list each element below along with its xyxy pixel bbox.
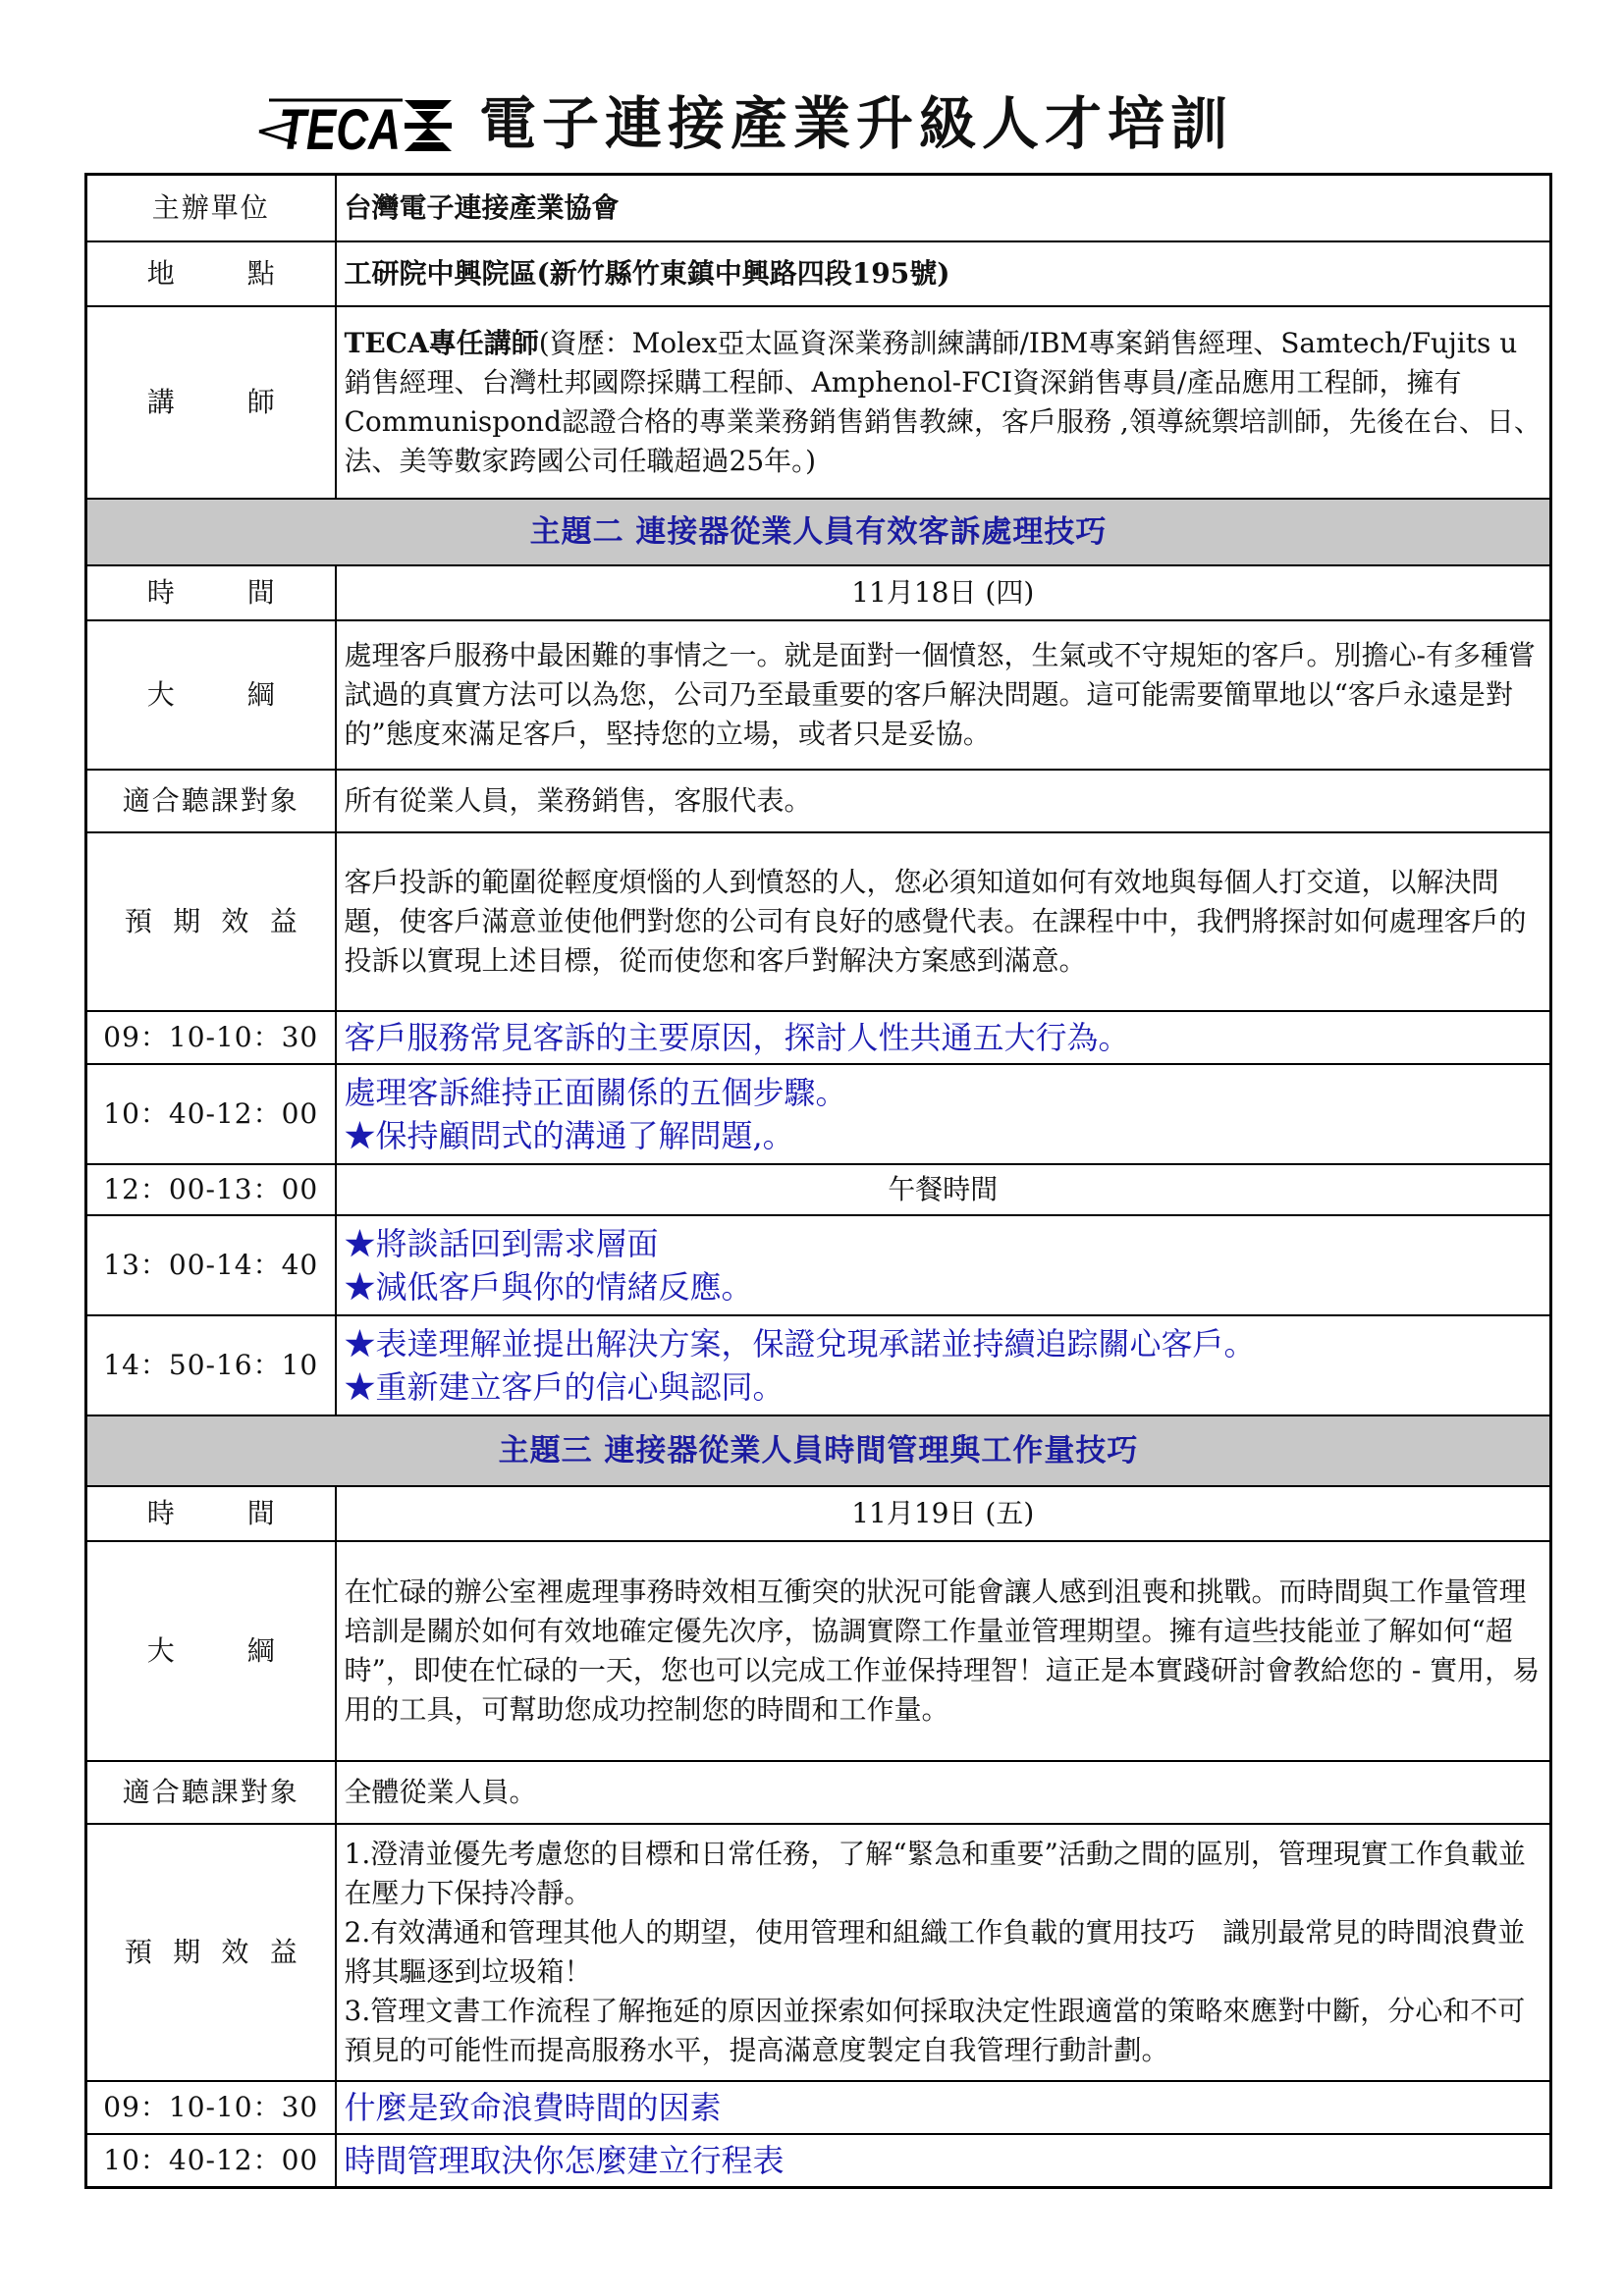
schedule-item: ★保持顧問式的溝通了解問題,。 [344, 1116, 794, 1154]
theme3-heading: 主題三 連接器從業人員時間管理與工作量技巧 [86, 1415, 1551, 1486]
theme2-audience-label: 適合聽課對象 [86, 770, 336, 832]
schedule-item: 客戶服務常見客訴的主要原因，探討人性共通五大行為。 [344, 1018, 1130, 1056]
schedule-item: ★將談話回到需求層面 [344, 1224, 659, 1262]
instructor-value [336, 306, 1551, 499]
instructor-desc: (資歷：Molex亞太區資深業務訓練講師/IBM專案銷售經理、Samtech/Fujits u銷售經理、台灣杜邦國際採購工程師、Amphenol-FCI資深銷售專員/產品應用工程師，擁有Communispond認證合格的專業業務銷售銷售教練，客戶服務 ,領導統禦培訓師，先後在台、日、法、美等數家跨國公司任職超過25年。) [344, 326, 1542, 477]
theme2-benefit: 客戶投訴的範圍從輕度煩惱的人到憤怒的人，您必須知道如何有效地與每個人打交道，以解決問題，使客戶滿意並使他們對您的公司有良好的感覺代表。在課程中中，我們將探討如何處理客戶的投訴以實現上述目標，從而使您和客戶對解決方案感到滿意。 [336, 832, 1551, 1011]
schedule-item: ★重新建立客戶的信心與認同。 [344, 1367, 785, 1406]
schedule-row [86, 1011, 1551, 1064]
schedule-time: 10：40-12：00 [86, 1064, 336, 1164]
theme2-audience-row [86, 770, 1551, 832]
schedule-item: 處理客訴維持正面關係的五個步驟。 [344, 1073, 847, 1111]
logo-text: TECA [279, 98, 401, 157]
theme3-date-row [86, 1486, 1551, 1541]
theme2-audience: 所有從業人員，業務銷售，客服代表。 [336, 770, 1551, 832]
schedule-item: ★減低客戶與你的情緒反應。 [344, 1267, 753, 1306]
organizer-label: 主辦單位 [86, 175, 336, 241]
theme2-time-label: 時 間 [86, 565, 336, 620]
theme3-audience-label: 適合聽課對象 [86, 1761, 336, 1824]
theme2-date: 11月18日 (四) [336, 565, 1551, 620]
location-row [86, 241, 1551, 306]
benefit-item: 2.有效溝通和管理其他人的期望，使用管理和組織工作負載的實用技巧 識別最常見的時間浪費並將其驅逐到垃圾箱！ [344, 1915, 1526, 1988]
schedule-time: 13：00-14：40 [86, 1215, 336, 1315]
instructor-title: TECA專任講師 [344, 326, 539, 359]
theme3-audience-row [86, 1761, 1551, 1824]
theme3-benefit-row [86, 1824, 1551, 2081]
organizer-value: 台灣電子連接產業協會 [336, 175, 1551, 241]
schedule-row [86, 2134, 1551, 2188]
location-label: 地 點 [86, 241, 336, 306]
benefit-item: 3.管理文書工作流程了解拖延的原因並探索如何採取決定性跟適當的策略來應對中斷，分心和不可預見的可能性而提高服務水平，提高滿意度製定自我管理行動計劃。 [344, 1994, 1526, 2066]
lunch-row [86, 1164, 1551, 1215]
theme2-outline-row [86, 620, 1551, 770]
schedule-row [86, 1215, 1551, 1315]
theme2-benefit-row [86, 832, 1551, 1011]
schedule-time: 12：00-13：00 [86, 1164, 336, 1215]
theme2-outline-label: 大 綱 [86, 620, 336, 770]
theme3-outline: 在忙碌的辦公室裡處理事務時效相互衝突的狀況可能會讓人感到沮喪和挑戰。而時間與工作量管理培訓是關於如何有效地確定優先次序，協調實際工作量並管理期望。擁有這些技能並了解如何“超時”，即使在忙碌的一天，您也可以完成工作並保持理智！這正是本實踐研討會教給您的 - 實用，易用的工具，可幫助您成功控制您的時間和工作量。 [336, 1541, 1551, 1761]
schedule-item: 時間管理取決你怎麼建立行程表 [344, 2141, 785, 2179]
theme2-heading-row [86, 499, 1551, 565]
schedule-time: 09：10-10：30 [86, 2081, 336, 2134]
page-header [0, 84, 1624, 163]
teca-logo [257, 92, 454, 157]
schedule-time: 09：10-10：30 [86, 1011, 336, 1064]
schedule-row [86, 1315, 1551, 1415]
theme3-audience: 全體從業人員。 [336, 1761, 1551, 1824]
theme3-time-label: 時 間 [86, 1486, 336, 1541]
theme2-date-row [86, 565, 1551, 620]
schedule-row [86, 2081, 1551, 2134]
theme3-date: 11月19日 (五) [336, 1486, 1551, 1541]
location-value: 工研院中興院區(新竹縣竹東鎮中興路四段195號) [336, 241, 1551, 306]
theme2-outline: 處理客戶服務中最困難的事情之一。就是面對一個憤怒，生氣或不守規矩的客戶。別擔心-有多種嘗試過的真實方法可以為您，公司乃至最重要的客戶解決問題。這可能需要簡單地以“客戶永遠是對的”態度來滿足客戶，堅持您的立場，或者只是妥協。 [336, 620, 1551, 770]
benefit-item: 1.澄清並優先考慮您的目標和日常任務，了解“緊急和重要”活動之間的區別，管理現實工作負載並在壓力下保持冷靜。 [344, 1837, 1526, 1909]
schedule-row [86, 1064, 1551, 1164]
theme3-heading-row [86, 1415, 1551, 1486]
organizer-row [86, 175, 1551, 241]
schedule-time: 10：40-12：00 [86, 2134, 336, 2188]
theme3-benefit [336, 1824, 1551, 2081]
theme2-benefit-label: 預 期 效 益 [86, 832, 336, 1011]
lunch-label: 午餐時間 [336, 1164, 1551, 1215]
theme3-outline-label: 大 綱 [86, 1541, 336, 1761]
schedule-item: ★表達理解並提出解決方案，保證兌現承諾並持續追踪關心客戶。 [344, 1324, 1256, 1362]
schedule-item: 什麼是致命浪費時間的因素 [344, 2088, 722, 2126]
theme3-outline-row [86, 1541, 1551, 1761]
page-title: 電子連接產業升級人才培訓 [479, 90, 1234, 157]
course-table [84, 173, 1552, 2189]
schedule-time: 14：50-16：10 [86, 1315, 336, 1415]
theme3-benefit-label: 預 期 效 益 [86, 1824, 336, 2081]
instructor-label: 講 師 [86, 306, 336, 499]
theme2-heading: 主題二 連接器從業人員有效客訴處理技巧 [86, 499, 1551, 565]
instructor-row [86, 306, 1551, 499]
